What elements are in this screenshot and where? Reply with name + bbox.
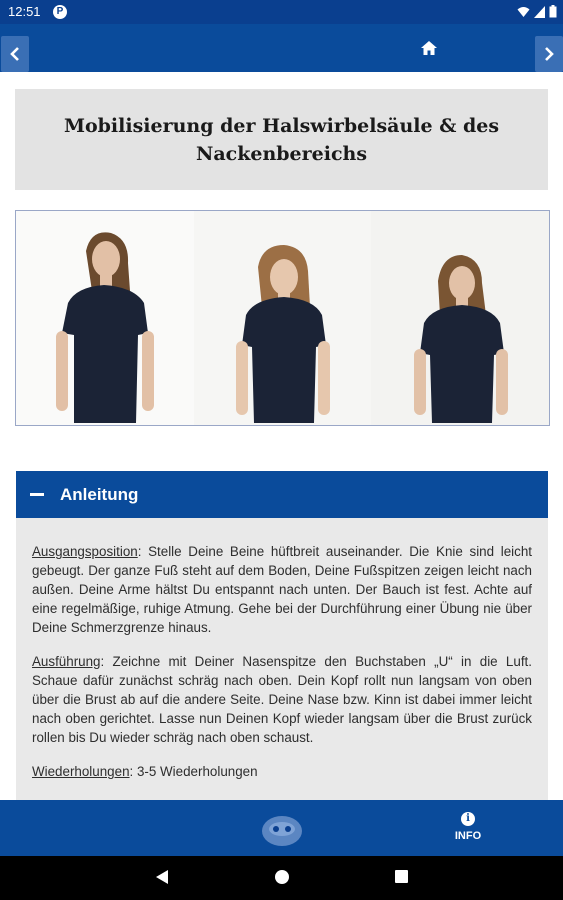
section-label: Wiederholungen: [32, 764, 130, 779]
status-icons: [517, 5, 557, 18]
instruction-paragraph: [32, 762, 532, 781]
info-label: INFO: [454, 830, 482, 842]
back-icon[interactable]: [155, 869, 169, 885]
mascot-icon[interactable]: [261, 814, 303, 846]
section-text: : Stelle Deine Beine hüftbreit auseinander. Die Knie sind leicht gebeugt. Der ganze Fuß steht auf dem Boden, Deine Fußspitzen zeigen leicht nach außen. Deine Arme hältst Du entspannt nach unten. Der Bauch ist fest. Achte auf eine regelmäßige, ruhige Atmung. Gehe bei der Durchführung einer Übung nie über Deine Schmerzgrenze hinaus.: [32, 544, 532, 635]
app-notification-icon: P: [53, 5, 67, 19]
next-exercise-button[interactable]: [535, 36, 563, 72]
recents-icon[interactable]: [394, 869, 409, 884]
app-toolbar: [0, 24, 563, 72]
section-text: : Zeichne mit Deiner Nasenspitze den Buchstaben „U“ in die Luft. Schaue dafür zunächst schräg nach oben. Dein Kopf rollt nun langsam von oben über die Brust ab auf die andere Seite. Deine Nase bzw. Kinn ist dabei immer leicht nach oben gerichtet. Lasse nun Deinen Kopf wieder langsam über die Brust zurück rollen bis Du wieder schräg nach oben schaust.: [32, 654, 532, 745]
home-icon[interactable]: [419, 40, 439, 56]
instruction-paragraph: [32, 652, 532, 747]
system-navigation-bar: [0, 856, 563, 900]
bottom-navigation: [0, 800, 563, 856]
instructions-accordion-header[interactable]: [16, 471, 548, 518]
wifi-icon: [517, 6, 530, 18]
status-time: 12:51: [8, 4, 41, 19]
signal-icon: [534, 6, 545, 18]
previous-exercise-button[interactable]: [1, 36, 29, 72]
exercise-photo: [15, 210, 550, 426]
section-text: : 3-5 Wiederholungen: [129, 764, 258, 779]
chevron-left-icon: [10, 47, 20, 61]
section-label: Ausführung: [32, 654, 101, 669]
chevron-right-icon: [544, 47, 554, 61]
exercise-title-card: [15, 89, 548, 190]
home-circle-icon[interactable]: [274, 869, 290, 885]
status-bar: [0, 0, 563, 24]
battery-icon: [549, 5, 557, 18]
section-label: Ausgangsposition: [32, 544, 138, 559]
info-button[interactable]: [452, 812, 484, 842]
accordion-title: Anleitung: [60, 484, 139, 504]
instruction-paragraph: [32, 542, 532, 637]
instructions-body: [16, 518, 548, 800]
exercise-title: Mobilisierung der Halswirbelsäule & des Nackenbereichs: [63, 114, 500, 165]
info-icon: i: [461, 812, 475, 826]
exercise-photo-illustration: [16, 211, 549, 425]
minus-icon: [30, 493, 44, 496]
